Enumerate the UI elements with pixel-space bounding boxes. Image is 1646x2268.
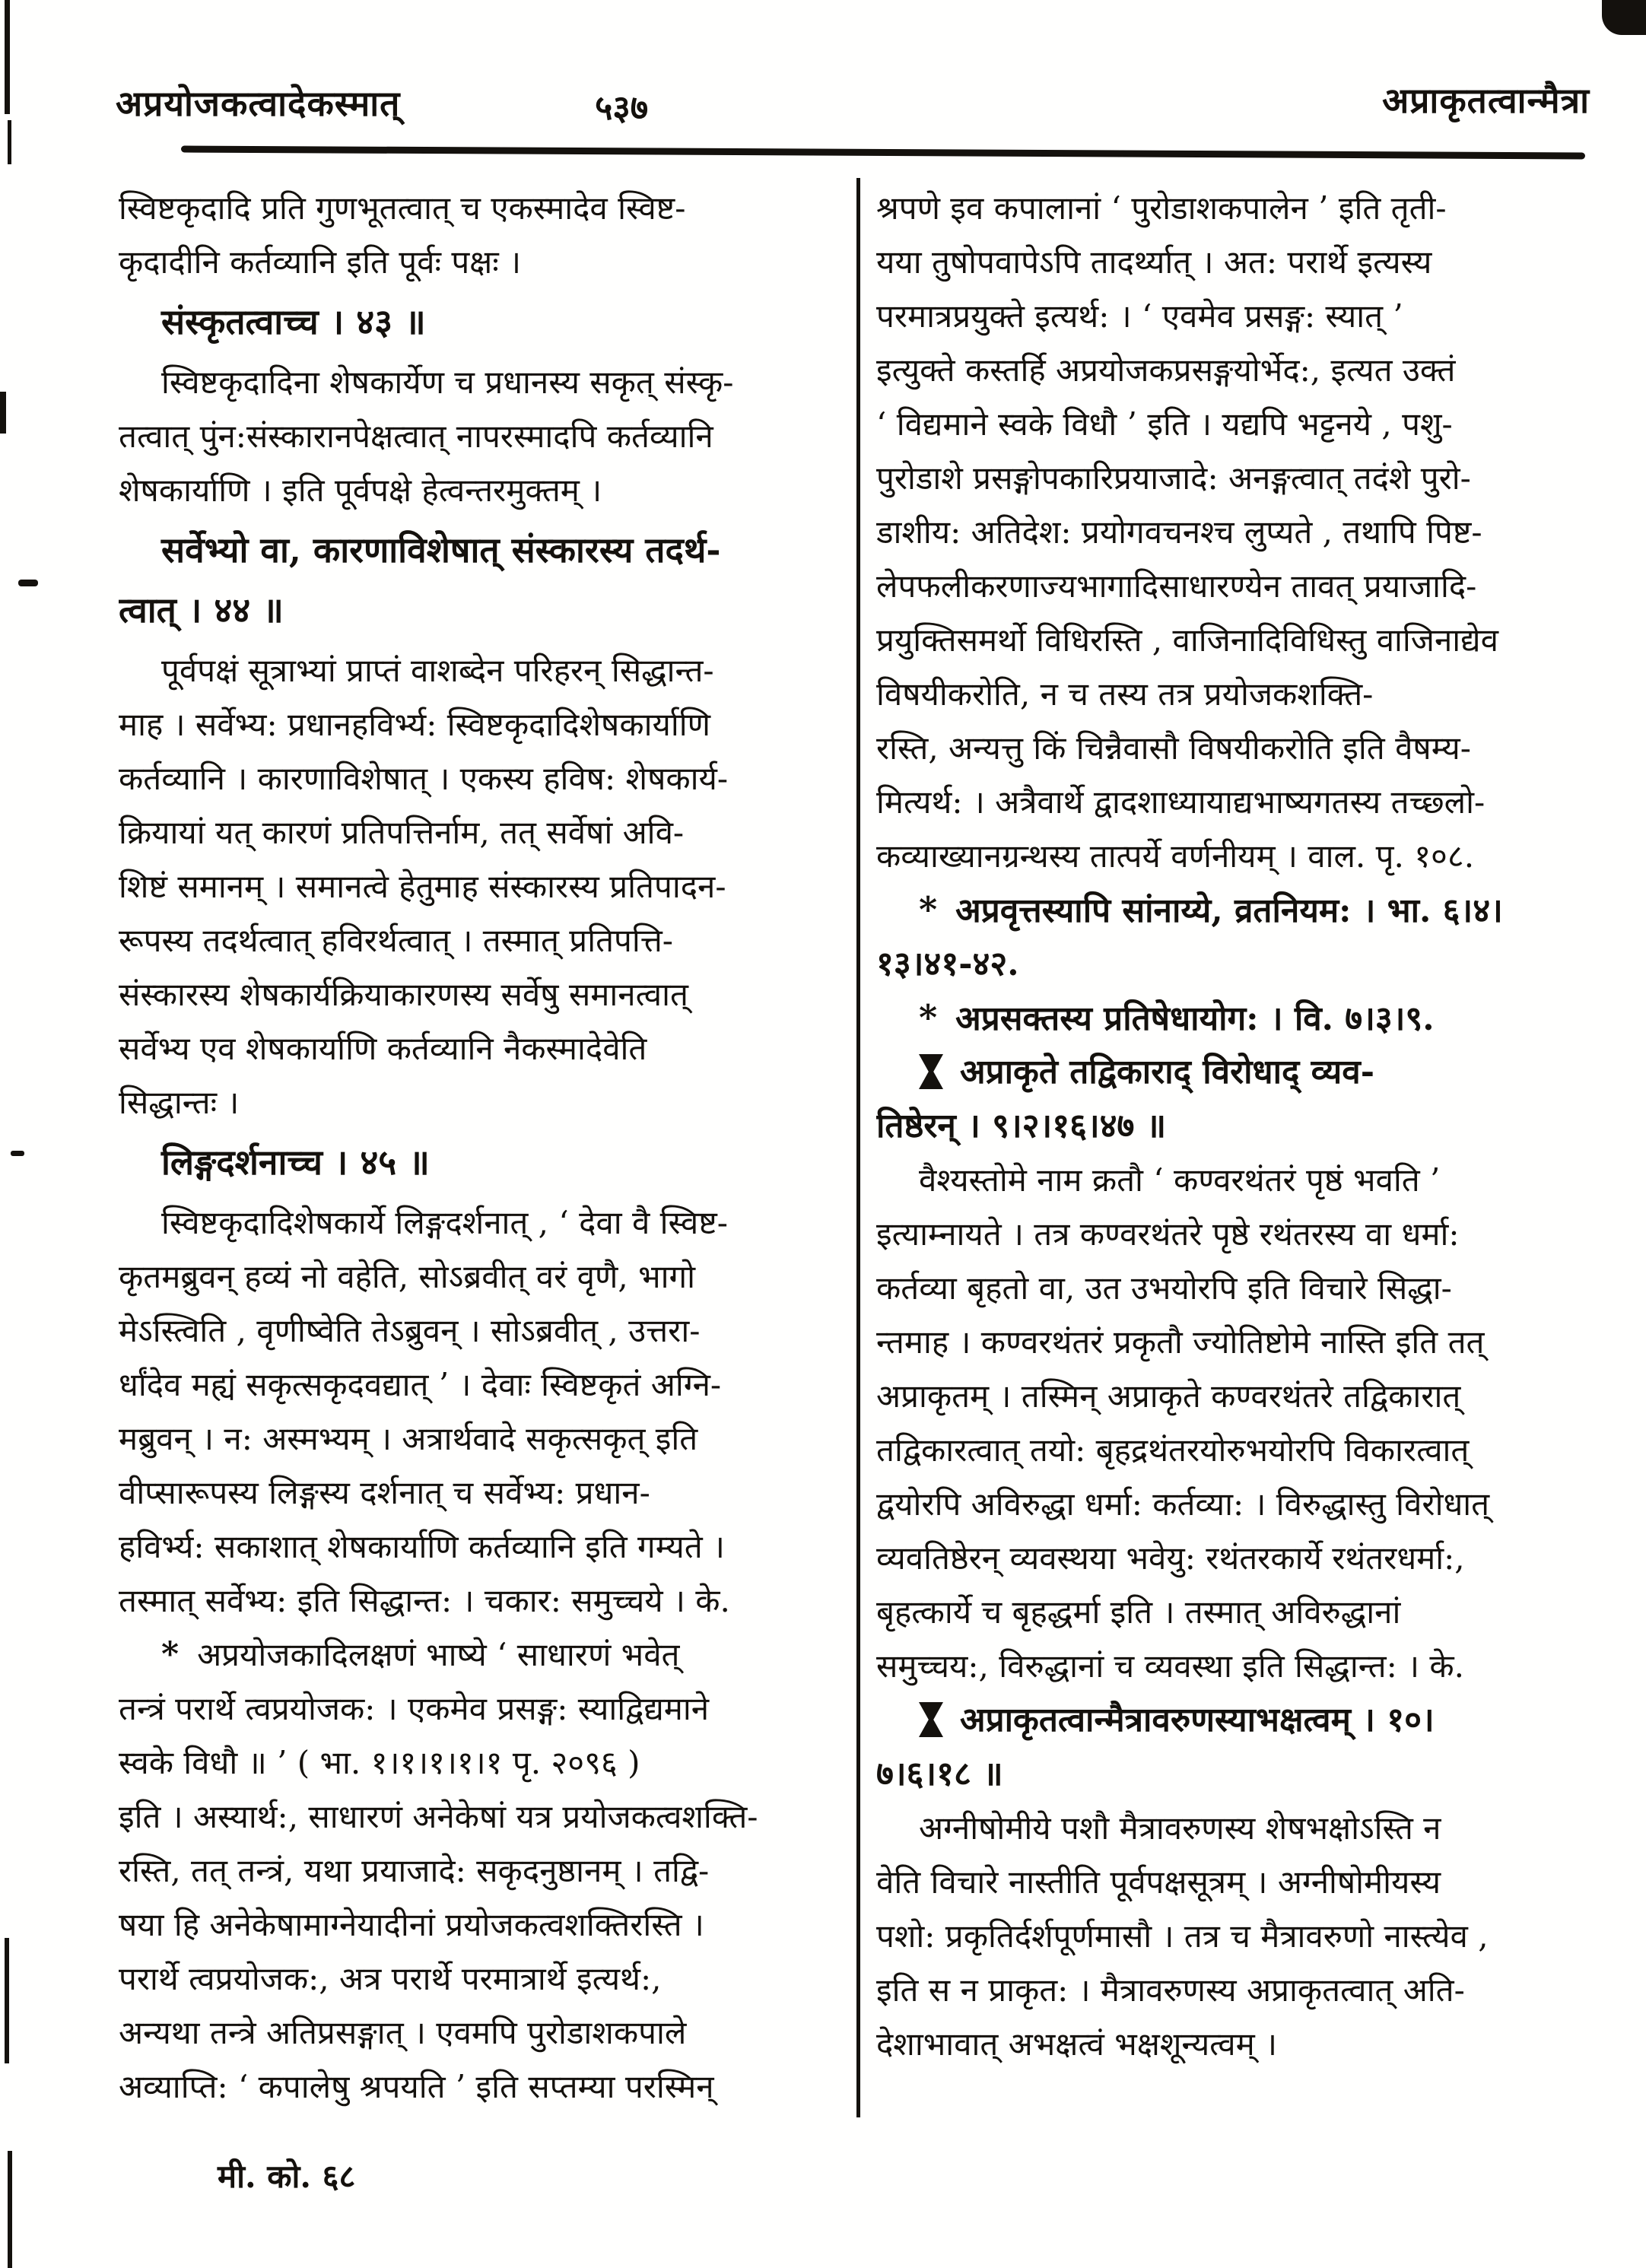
text-line: लिङ्गदर्शनाच्च । ४५ ॥ <box>161 1142 430 1183</box>
text-line: * अप्रवृत्तस्यापि सांनाय्ये, व्रतनियम: । भा. ६।४। <box>919 889 1503 930</box>
text-line: शिष्टं समानम् । समानत्वे हेतुमाह संस्कारस्य प्रतिपादन- <box>119 868 726 905</box>
scan-edge-mark <box>5 0 10 114</box>
text-line: १३।४१-४२. <box>876 945 1019 983</box>
text-line: तिष्ठेरन् । ९।२।१६।४७ ॥ <box>876 1107 1167 1145</box>
left-column <box>119 181 840 2114</box>
text-line: परार्थे त्वप्रयोजक:, अत्र परार्थे परमात्रार्थे इत्यर्थ:, <box>119 1960 662 1997</box>
text-line: तत्वात् पुंन:संस्कारानपेक्षत्वात् नापरस्मादपि कर्तव्यानि <box>119 418 713 455</box>
text-line: स्विष्टकृदादि प्रति गुणभूतत्वात् च एकस्मादेव स्विष्ट- <box>119 189 686 227</box>
text-line: बृहत्कार्ये च बृहद्धर्मा इति । तस्मात् अविरुद्धानां <box>876 1593 1401 1631</box>
text-line: प्रयुक्तिसमर्थो विधिरस्ति , वाजिनादिविधिस्तु वाजिनाद्येव <box>876 621 1498 659</box>
text-line: माह । सर्वेभ्य: प्रधानहविर्भ्य: स्विष्टकृदादिशेषकार्याणि <box>119 706 710 743</box>
right-column <box>876 181 1588 2071</box>
text-line: न्तमाह । कण्वरथंतरं प्रकृतौ ज्योतिष्टोमे नास्ति इति तत् <box>876 1323 1485 1361</box>
text-line: कृदादीनि कर्तव्यानि इति पूर्वः पक्षः । <box>119 243 522 281</box>
text-line: तन्त्रं परार्थे त्वप्रयोजक: । एकमेव प्रसङ्ग: स्याद्विद्यमाने <box>119 1690 710 1727</box>
scan-edge-mark <box>18 580 38 586</box>
asterisk-marker: * <box>161 1635 180 1674</box>
text-line: अग्नीषोमीये पशौ मैत्रावरुणस्य शेषभक्षोऽस्ति न <box>919 1809 1441 1847</box>
text-line: वेति विचारे नास्तीति पूर्वपक्षसूत्रम् । अग्नीषोमीयस्य <box>876 1863 1441 1901</box>
text-line: ‘ विद्यमाने स्वके विधौ ’ इति । यद्यपि भट्टनये , पशु- <box>876 405 1453 443</box>
text-line: हविर्भ्य: सकाशात् शेषकार्याणि कर्तव्यानि इति गम्यते । <box>119 1528 725 1565</box>
text-line: संस्कारस्य शेषकार्यक्रियाकारणस्य सर्वेषु समानत्वात् <box>119 976 688 1013</box>
text-line: पशो: प्रकृतिर्दर्शपूर्णमासौ । तत्र च मैत्रावरुणो नास्त्येव , <box>876 1917 1489 1955</box>
hourglass-ornament <box>919 1054 943 1089</box>
text-line: मित्यर्थ: । अत्रैवार्थे द्वादशाध्यायाद्यभाष्यगतस्य तच्छ्लो- <box>876 783 1486 821</box>
scan-edge-mark <box>8 2151 12 2268</box>
text-line: समुच्चय:, विरुद्धानां च व्यवस्था इति सिद्धान्त: । के. <box>876 1647 1464 1685</box>
asterisk-marker: * <box>919 889 938 930</box>
text-line: अप्राकृते तद्विकाराद् विरोधाद् व्यव- <box>876 1045 1588 1099</box>
text-line: र्धांदेव मह्यं सकृत्सकृदवद्यात् ’ । देवाः स्विष्टकृतं अग्नि- <box>119 1366 722 1403</box>
text-line: * अप्रयोजकादिलक्षणं भाष्ये ‘ साधारणं भवेत् <box>161 1635 680 1674</box>
scan-edge-mark <box>11 1151 24 1156</box>
text-line: शेषकार्याणि । इति पूर्वपक्षे हेत्वन्तरमुक्तम् । <box>119 472 602 509</box>
scan-edge-mark <box>0 392 6 434</box>
text-line: सर्वेभ्य एव शेषकार्याणि कर्तव्यानि नैकस्मादेवेति <box>119 1030 647 1067</box>
text-line: रूपस्य तदर्थत्वात् हविरर्थत्वात् । तस्मात् प्रतिपत्ति- <box>119 922 673 959</box>
text-line: इति स न प्राकृत: । मैत्रावरुणस्य अप्राकृतत्वात् अति- <box>876 1971 1465 2009</box>
text-line: कर्तव्यानि । कारणाविशेषात् । एकस्य हविष: शेषकार्य- <box>119 760 729 797</box>
text-line: त्वात् । ४४ ॥ <box>119 589 284 631</box>
text-line: कृतमब्रुवन् हव्यं नो वहेति, सोऽब्रवीत् वरं वृणै, भागो <box>119 1258 696 1295</box>
column-divider <box>856 178 860 2117</box>
text-line: यया तुषोपवापेऽपि तादर्थ्यात् । अत: परार्थे इत्यस्य <box>876 243 1432 281</box>
text-line: स्विष्टकृदादिना शेषकार्येण च प्रधानस्य सकृत् संस्कृ- <box>161 364 734 401</box>
text-line: मेऽस्त्विति , वृणीष्वेति तेऽब्रुवन् । सोऽब्रवीत् , उत्तरा- <box>119 1312 701 1349</box>
text-line: तस्मात् सर्वेभ्य: इति सिद्धान्त: । चकार: समुच्चये । के. <box>119 1582 730 1619</box>
running-head-right: अप्राकृतत्वान्मैत्रा <box>1382 80 1590 121</box>
text-line: इत्याम्नायते । तत्र कण्वरथंतरे पृष्ठे रथंतरस्य वा धर्मा: <box>876 1215 1460 1253</box>
text-line: पूर्वपक्षं सूत्राभ्यां प्राप्तं वाशब्देन परिहरन् सिद्धान्त- <box>161 652 714 689</box>
text-line: अप्राकृतम् । तस्मिन् अप्राकृते कण्वरथंतरे तद्विकारात् <box>876 1377 1461 1415</box>
scan-edge-mark <box>5 1938 9 2063</box>
text-line: तद्विकारत्वात् तयो: बृहद्रथंतरयोरुभयोरपि विकारत्वात् <box>876 1431 1470 1469</box>
text-line: सिद्धान्तः । <box>119 1084 240 1121</box>
page-number: ५३७ <box>595 87 649 128</box>
text-line: स्वके विधौ ॥ ’ ( भा. १।१।१।१।१ पृ. २०९६ ) <box>119 1744 640 1781</box>
text-line: व्यवतिष्ठेरन् व्यवस्थया भवेयु: रथंतरकार्ये रथंतरधर्मा:, <box>876 1539 1465 1577</box>
text-line: रस्ति, तत् तन्त्रं, यथा प्रयाजादे: सकृदनुष्ठानम् । तद्वि- <box>119 1852 710 1889</box>
text-line: देशाभावात् अभक्षत्वं भक्षशून्यत्वम् । <box>876 2025 1278 2063</box>
running-head-left: अप्रयोजकत्वादेकस्मात् <box>116 83 401 124</box>
text-line: कर्तव्या बृहतो वा, उत उभयोरपि इति विचारे सिद्धा- <box>876 1269 1452 1307</box>
text-line: विषयीकरोति, न च तस्य तत्र प्रयोजकशक्ति- <box>876 675 1374 713</box>
text-line: इत्युक्ते कस्तर्हि अप्रयोजकप्रसङ्गयोर्भेद:, इत्यत उक्तं <box>876 351 1456 389</box>
text-line: रस्ति, अन्यत्तु किं चिन्नैवासौ विषयीकरोति इति वैषम्य- <box>876 729 1471 767</box>
text-line: क्रियायां यत् कारणं प्रतिपत्तिर्नाम, तत् सर्वेषां अवि- <box>119 814 685 851</box>
text-line: अव्याप्ति: ‘ कपालेषु श्रपयति ’ इति सप्तम्या परस्मिन् <box>119 2068 714 2105</box>
text-line: संस्कृतत्वाच्च । ४३ ॥ <box>161 301 426 342</box>
scan-edge-mark <box>8 120 11 164</box>
text-line: लेपफलीकरणाज्यभागादिसाधारण्येन तावत् प्रयाजादि- <box>876 567 1477 605</box>
text-line: श्रपणे इव कपालानां ‘ पुरोडाशकपालेन ’ इति तृती- <box>876 189 1447 227</box>
text-line: वैश्यस्तोमे नाम क्रतौ ‘ कण्वरथंतरं पृष्ठं भवति ’ <box>919 1161 1441 1199</box>
text-line: सर्वेभ्यो वा, कारणाविशेषात् संस्कारस्य तदर्थ- <box>161 529 721 570</box>
text-line: परमात्रप्रयुक्ते इत्यर्थ: । ‘ एवमेव प्रसङ्ग: स्यात् ’ <box>876 297 1403 335</box>
footer-signature: मी. को. ६८ <box>218 2158 356 2195</box>
text-line: ७।६।१८ ॥ <box>876 1755 1003 1793</box>
text-line: मब्रुवन् । न: अस्मभ्यम् । अत्रार्थवादे सकृत्सकृत् इति <box>119 1420 698 1457</box>
text-line: अन्यथा तन्त्रे अतिप्रसङ्गात् । एवमपि पुरोडाशकपाले <box>119 2014 687 2051</box>
header-rule <box>181 145 1585 159</box>
asterisk-marker: * <box>919 997 938 1038</box>
text-line: षया हि अनेकेषामाग्नेयादीनां प्रयोजकत्वशक्तिरस्ति । <box>119 1906 704 1943</box>
text-line: वीप्सारूपस्य लिङ्गस्य दर्शनात् च सर्वेभ्य: प्रधान- <box>119 1474 650 1511</box>
hourglass-ornament <box>919 1702 943 1737</box>
text-line: अप्राकृतत्वान्मैत्रावरुणस्याभक्षत्वम् । १०। <box>876 1693 1588 1747</box>
text-line: द्वयोरपि अविरुद्धा धर्मा: कर्तव्या: । विरुद्धास्तु विरोधात् <box>876 1485 1490 1523</box>
text-line: इति । अस्यार्थ:, साधारणं अनेकेषां यत्र प्रयोजकत्वशक्ति- <box>119 1798 758 1835</box>
text-line: डाशीय: अतिदेश: प्रयोगवचनश्च लुप्यते , तथापि पिष्ट- <box>876 513 1482 551</box>
text-line: कव्याख्यानग्रन्थस्य तात्पर्ये वर्णनीयम् । वाल. पृ. १०८. <box>876 837 1475 875</box>
scan-corner-blot <box>1602 0 1646 35</box>
text-line: * अप्रसक्तस्य प्रतिषेधायोग: । वि. ७।३।९. <box>919 997 1435 1038</box>
text-line: पुरोडाशे प्रसङ्गोपकारिप्रयाजादे: अनङ्गत्वात् तदंशे पुरो- <box>876 459 1471 497</box>
text-line: स्विष्टकृदादिशेषकार्ये लिङ्गदर्शनात् , ‘ देवा वै स्विष्ट- <box>161 1204 728 1241</box>
